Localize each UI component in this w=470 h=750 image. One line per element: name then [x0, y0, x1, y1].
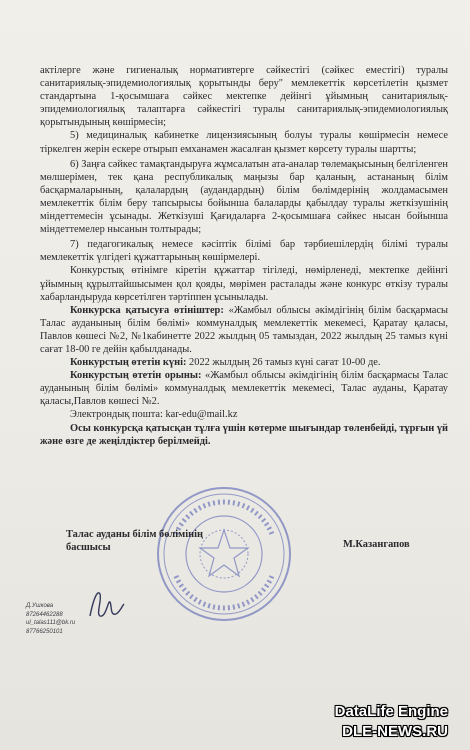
executor-phone: 87264462288: [26, 611, 63, 618]
apply-label: Конкурска қатысуға өтініштер:: [70, 304, 224, 316]
place-paragraph: [40, 369, 448, 408]
date-text: 2022 жылдың 26 тамыз күні сағат 10-00 де.: [189, 357, 381, 369]
paragraph-item-5: 5) медициналық кабинетке лицензиясының болуы туралы көшірмесін немесе тіркелген жерін ескере отырып емханамен жасалған қызмет көрсету туралы шартты;: [40, 130, 448, 155]
place-text: «Жамбыл облысы әкімдігінің білім басқармасы Талас ауданының білім бөлімі» коммуналдық мемлекеттік мекемесі, Талас ауданы, Қаратау қаласы,Павлов көшесі №2.: [40, 370, 448, 408]
paragraph-item-7: 7) педагогикалық немесе кәсіптік білімі бар тәрбиешілердің білімі туралы мемлекеттік үлгідегі құжаттарының көшірмелері.: [40, 239, 448, 264]
executor-email: ul_talas111@bk.ru: [26, 620, 76, 627]
notice-paragraph: Осы конкурсқа қатысқан тұлға үшін көтерме шығындар төленбейді, тұрғын үй және өзге де жеңілдіктер берілмейді.: [40, 422, 448, 447]
executor-name: Д.Ушкова: [26, 603, 54, 609]
watermark-line-2: DLE-NEWS.RU: [342, 723, 448, 740]
apply-text: «Жамбыл облысы әкімдігінің білім басқармасы Талас ауданының білім бөлімі» коммуналдық мемлекеттік мекемесі, Қаратау қаласы, Павлов көшесі №2, №1кабинетте 2022 жылдың 05 тамыздан, 2022 жылдың 25 тамыз күні сағат 18-00 ге дейін қабылданады.: [40, 304, 448, 355]
apply-paragraph: [40, 304, 448, 356]
paragraph-4-continuation: актілерге және гигиеналық нормативтерге сәйкестігі (сәйкес еместігі) туралы санитариялық-эпидемиологиялық қорытынды беру" мемлекеттік көрсетілетін қызмет стандартына 1-қосымшаға сәйкес мектепке дейінгі ұйымның санитариялық-эпидемиологиялық талаптарға сәйкестігі туралы санитариялық-эпидемиологиялық қорытындының көшірмесін;: [40, 65, 448, 129]
official-seal-icon: [154, 484, 294, 624]
paragraph-item-6: 6) Заңға сәйкес тамақтандыруға жұмсалатын ата-аналар төлемақысының белгіленген мөлшерімен, тек қана республикалық маңызы бар қаланың, астананың білім басқармаларының, қалалардың (аудандардың) білім бөлімдерінің жолдамасымен мемлекеттік білім беру тапсырысы бойынша балаларды қабылдау туралы жеткізушінің міндеттемесін ұсынады. Жеткізуші Қағидаларға 2-қосымшаға сәйкес нысан бойынша міндеттемелер нысанын толтырады;: [40, 158, 448, 236]
paragraph-documents: Конкурстық өтінімге кіретін құжаттар тігіледі, нөмірленеді, мектепке дейінгі ұйымның құрылтайшысымен қол қояды, мөрімен расталады және конкурс өткізу туралы хабарландыруда көрсетілген тәртіппен ұсынылады.: [40, 265, 448, 303]
watermark-line-1: DataLife Engine: [334, 703, 448, 720]
executor-contacts: [26, 602, 106, 636]
signer-name: М.Казангапов: [343, 539, 410, 550]
signer-position: Талас ауданы білім бөлімінің басшысы: [66, 529, 203, 553]
place-label: Конкурстың өтетін орыны:: [70, 370, 202, 382]
date-label: Конкурстың өтетін күні:: [70, 357, 187, 369]
email-line: Электрондық пошта: kar-edu@mail.kz: [70, 409, 238, 421]
date-paragraph: [40, 356, 448, 369]
document-body: [40, 64, 448, 448]
site-watermark: [335, 702, 448, 742]
executor-mobile: 87766250101: [26, 628, 63, 635]
